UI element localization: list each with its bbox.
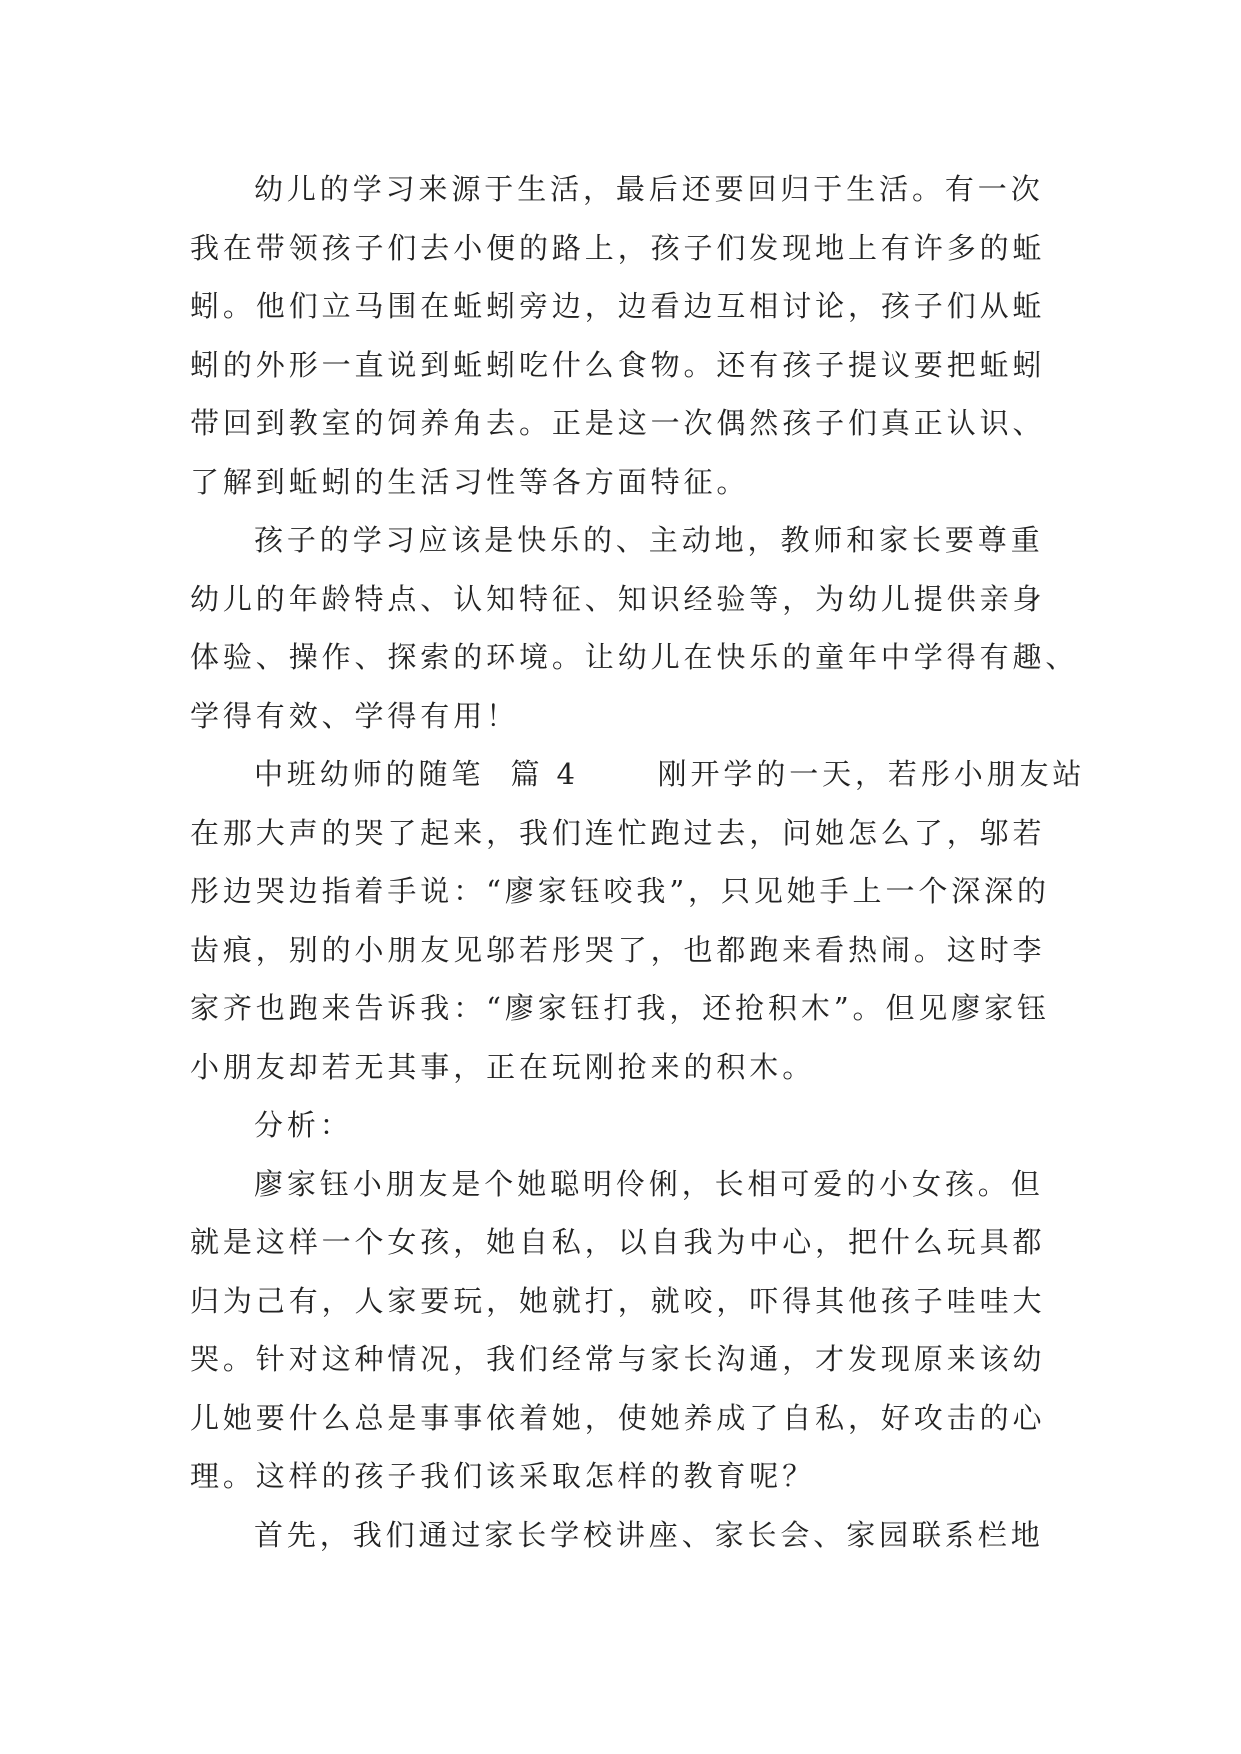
text-line: 幼儿的学习来源于生活，最后还要回归于生活。有一次 <box>254 172 1044 206</box>
text-line: 在那大声的哭了起来，我们连忙跑过去，问她怎么了，邬若 <box>190 815 1046 850</box>
text-line: 我在带领孩子们去小便的路上，孩子们发现地上有许多的蚯 <box>190 230 1046 265</box>
text-line: 蚓的外形一直说到蚯蚓吃什么食物。还有孩子提议要把蚯蚓 <box>190 347 1046 382</box>
text-line: 蚓。他们立马围在蚯蚓旁边，边看边互相讨论，孩子们从蚯 <box>190 289 1046 323</box>
text-line: 孩子的学习应该是快乐的、主动地，教师和家长要尊重 <box>254 523 1044 557</box>
document-page <box>190 160 1086 1564</box>
text-line: 齿痕，别的小朋友见邬若彤哭了，也都跑来看热闹。这时李 <box>190 932 1046 967</box>
text-line: 归为己有，人家要玩，她就打，就咬，吓得其他孩子哇哇大 <box>190 1283 1046 1318</box>
text-line: 学得有效、学得有用！ <box>190 698 520 733</box>
text-line: 小朋友却若无其事，正在玩刚抢来的积木。 <box>190 1049 816 1084</box>
text-line: 首先，我们通过家长学校讲座、家长会、家园联系栏地 <box>254 1517 1044 1552</box>
text-line: 儿她要什么总是事事依着她，使她养成了自私，好攻击的心 <box>190 1400 1046 1435</box>
text-line: 彤边哭边指着手说：“廖家钰咬我”，只见她手上一个深深的 <box>190 874 1050 908</box>
text-line: 体验、操作、探索的环境。让幼儿在快乐的童年中学得有趣、 <box>190 640 1079 674</box>
text-line: 带回到教室的饲养角去。正是这一次偶然孩子们真正认识、 <box>190 406 1046 440</box>
text-line: 了解到蚯蚓的生活习性等各方面特征。 <box>190 464 750 499</box>
text-line: 分析： <box>254 1108 353 1142</box>
text-line: 家齐也跑来告诉我：“廖家钰打我，还抢积木”。但见廖家钰 <box>190 991 1050 1025</box>
text-line: 幼儿的年龄特点、认知特征、知识经验等，为幼儿提供亲身 <box>190 581 1046 616</box>
text-line: 中班幼师的随笔 篇 4 刚开学的一天，若彤小朋友站 <box>254 757 1086 791</box>
text-line: 廖家钰小朋友是个她聪明伶俐，长相可爱的小女孩。但 <box>254 1166 1044 1201</box>
text-line: 理。这样的孩子我们该采取怎样的教育呢？ <box>190 1459 816 1493</box>
text-line: 哭。针对这种情况，我们经常与家长沟通，才发现原来该幼 <box>190 1342 1046 1376</box>
text-line: 就是这样一个女孩，她自私，以自我为中心，把什么玩具都 <box>190 1225 1046 1259</box>
